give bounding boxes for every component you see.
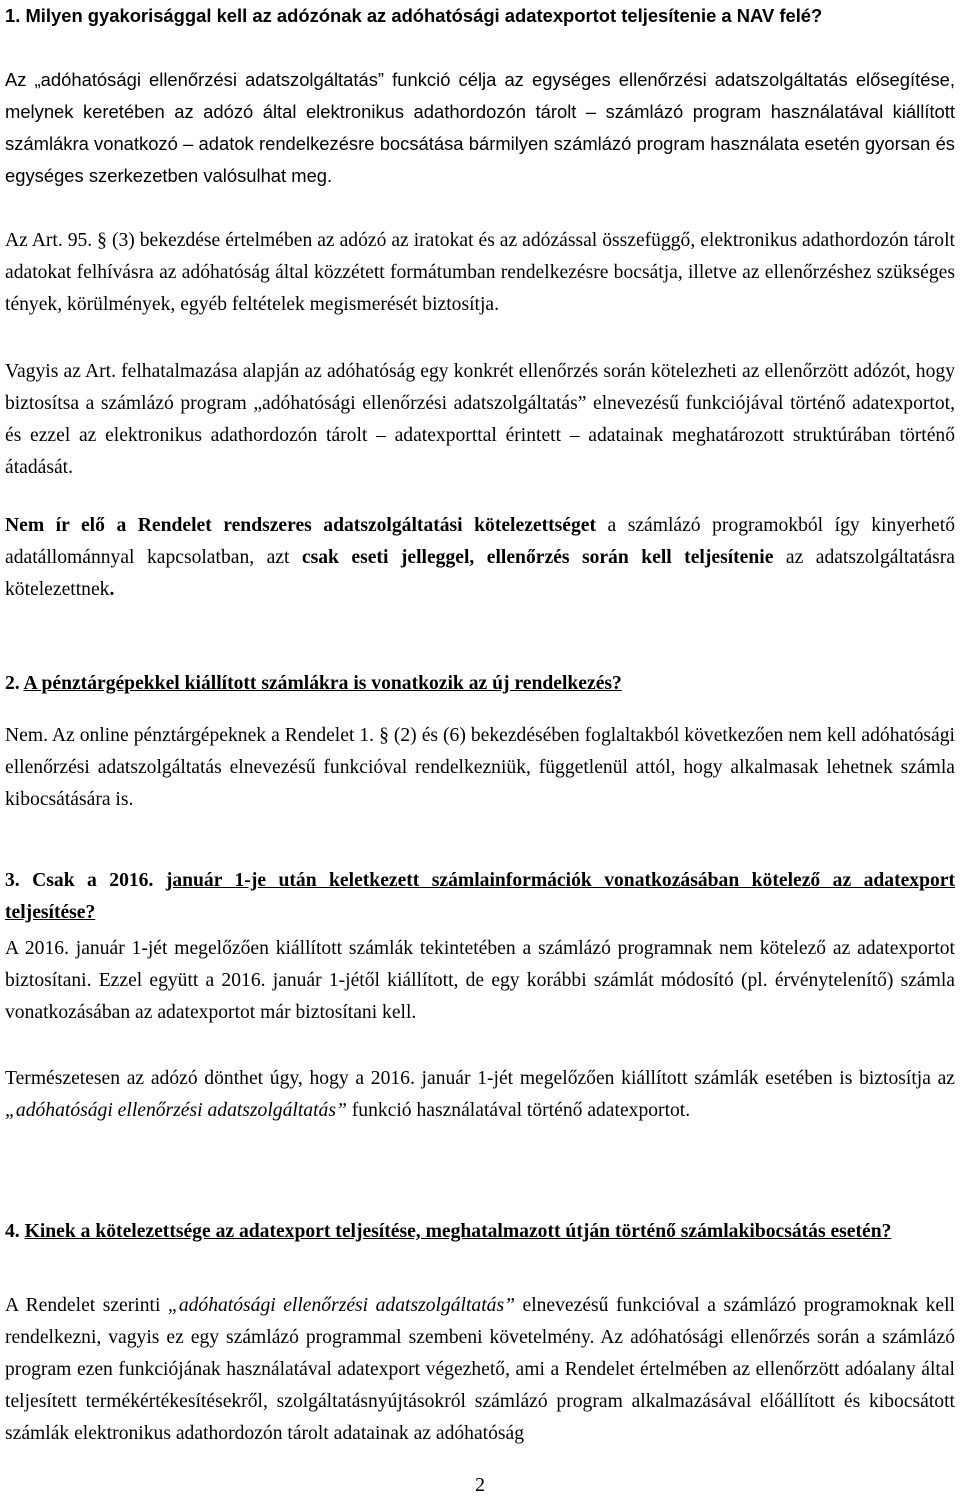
- q2-heading: [5, 668, 955, 700]
- q3-heading: [5, 865, 955, 929]
- q3-paragraph-2: [5, 1063, 955, 1127]
- q1-paragraph-4: [5, 510, 955, 606]
- q1-paragraph-1: Az „adóhatósági ellenőrzési adatszolgáltatás” funkció célja az egységes ellenőrzési adatszolgáltatás elősegítése, melynek keretében az adózó által elektronikus adathordozón tárolt – számlázó program használatával kiállított számlákra vonatkozó – adatok rendelkezésre bocsátása bármilyen számlázó program használata esetén gyorsan és egységes szerkezetben valósulhat meg.: [5, 69, 955, 186]
- q2-number: 2.: [5, 673, 24, 694]
- q4-paragraph-1: [5, 1290, 955, 1450]
- q1-p4-text-1: a számlázó programokból így kinyerhető adatállománnyal kapcsolatban, azt: [5, 515, 955, 568]
- q3-p2-text-2: funkció használatával történő adatexportot.: [346, 1100, 691, 1121]
- q2-paragraph-1: Nem. Az online pénztárgépeknek a Rendelet 1. § (2) és (6) bekezdésében foglaltakból következően nem kell adóhatósági ellenőrzési adatszolgáltatás elnevezésű funkcióval rendelkezniük, függetlenül attól, hogy alkalmasak lehetnek számla kibocsátására is.: [5, 725, 955, 810]
- q4-heading: [5, 1216, 955, 1248]
- q4-p1-text-2: elnevezésű funkcióval a számlázó programoknak kell rendelkezni, vagyis ez egy számlázó programmal szembeni követelmény. Az adóhatósági ellenőrzés során a számlázó program ezen funkciójának használatával adatexport végezhető, ami a Rendelet értelmében az ellenőrzött adóalany által teljesített termékértékesítésekről, szolgáltatásnyújtásokról számlázó program alkalmazásával előállított és kibocsátott számlák elektronikus adathordozón tárolt adatainak az adóhatóság: [5, 1295, 956, 1444]
- q3-number: 3. Csak a 2016.: [5, 870, 166, 891]
- q2-title: A pénztárgépekkel kiállított számlákra is vonatkozik az új rendelkezés?: [23, 673, 622, 694]
- q1-paragraph-3: Vagyis az Art. felhatalmazása alapján az adóhatóság egy konkrét ellenőrzés során kötelezheti az ellenőrzött adózót, hogy biztosítsa a számlázó program „adóhatósági ellenőrzési adatszolgáltatás” elnevezésű funkciójával történő adatexportot, és ezzel az elektronikus adathordozón tárolt – adatexporttal érintett – adatainak meghatározott struktúrában történő átadását.: [5, 361, 955, 478]
- q3-p2-italic: „adóhatósági ellenőrzési adatszolgáltatás”: [5, 1100, 347, 1121]
- q1-p4-bold-1: Nem ír elő a Rendelet rendszeres adatszolgáltatási kötelezettséget: [5, 515, 596, 536]
- q3-paragraph-1: A 2016. január 1-jét megelőzően kiállított számlák tekintetében a számlázó programnak nem kötelező az adatexportot biztosítani. Ezzel együtt a 2016. január 1-jétől kiállított, de egy korábbi számlát módosító (pl. érvénytelenítő) számla vonatkozásában az adatexportot már biztosítani kell.: [5, 938, 955, 1023]
- q4-title: Kinek a kötelezettsége az adatexport teljesítése, meghatalmazott útján történő számlakibocsátás esetén?: [24, 1221, 892, 1242]
- page-number: 2: [475, 1474, 485, 1496]
- q3-title: január 1-je után keletkezett számlainformációk vonatkozásában kötelező az adatexport teljesítése?: [5, 870, 955, 923]
- q1-p4-text-2: az adatszolgáltatásra kötelezettnek: [5, 547, 956, 600]
- q4-p1-text-1: A Rendelet szerinti: [5, 1295, 168, 1316]
- q1-p4-bold-2: csak eseti jelleggel, ellenőrzés során kell teljesítenie: [301, 547, 774, 568]
- q1-heading: 1. Milyen gyakorisággal kell az adózónak az adóhatósági adatexportot teljesítenie a NAV felé?: [5, 5, 823, 26]
- q4-p1-italic: „adóhatósági ellenőrzési adatszolgáltatás”: [167, 1295, 515, 1316]
- q4-number: 4.: [5, 1221, 25, 1242]
- q1-paragraph-2: Az Art. 95. § (3) bekezdése értelmében az adózó az iratokat és az adózással összefüggő, elektronikus adathordozón tárolt adatokat felhívásra az adóhatóság által közzétett formátumban rendelkezésre bocsátja, illetve az ellenőrzéshez szükséges tények, körülmények, egyéb feltételek megismerését biztosítja.: [5, 230, 955, 315]
- q3-p2-text-1: Természetesen az adózó dönthet úgy, hogy a 2016. január 1-jét megelőzően kiállított számlák esetében is biztosítja az: [5, 1068, 955, 1089]
- q1-p4-period: .: [109, 579, 115, 600]
